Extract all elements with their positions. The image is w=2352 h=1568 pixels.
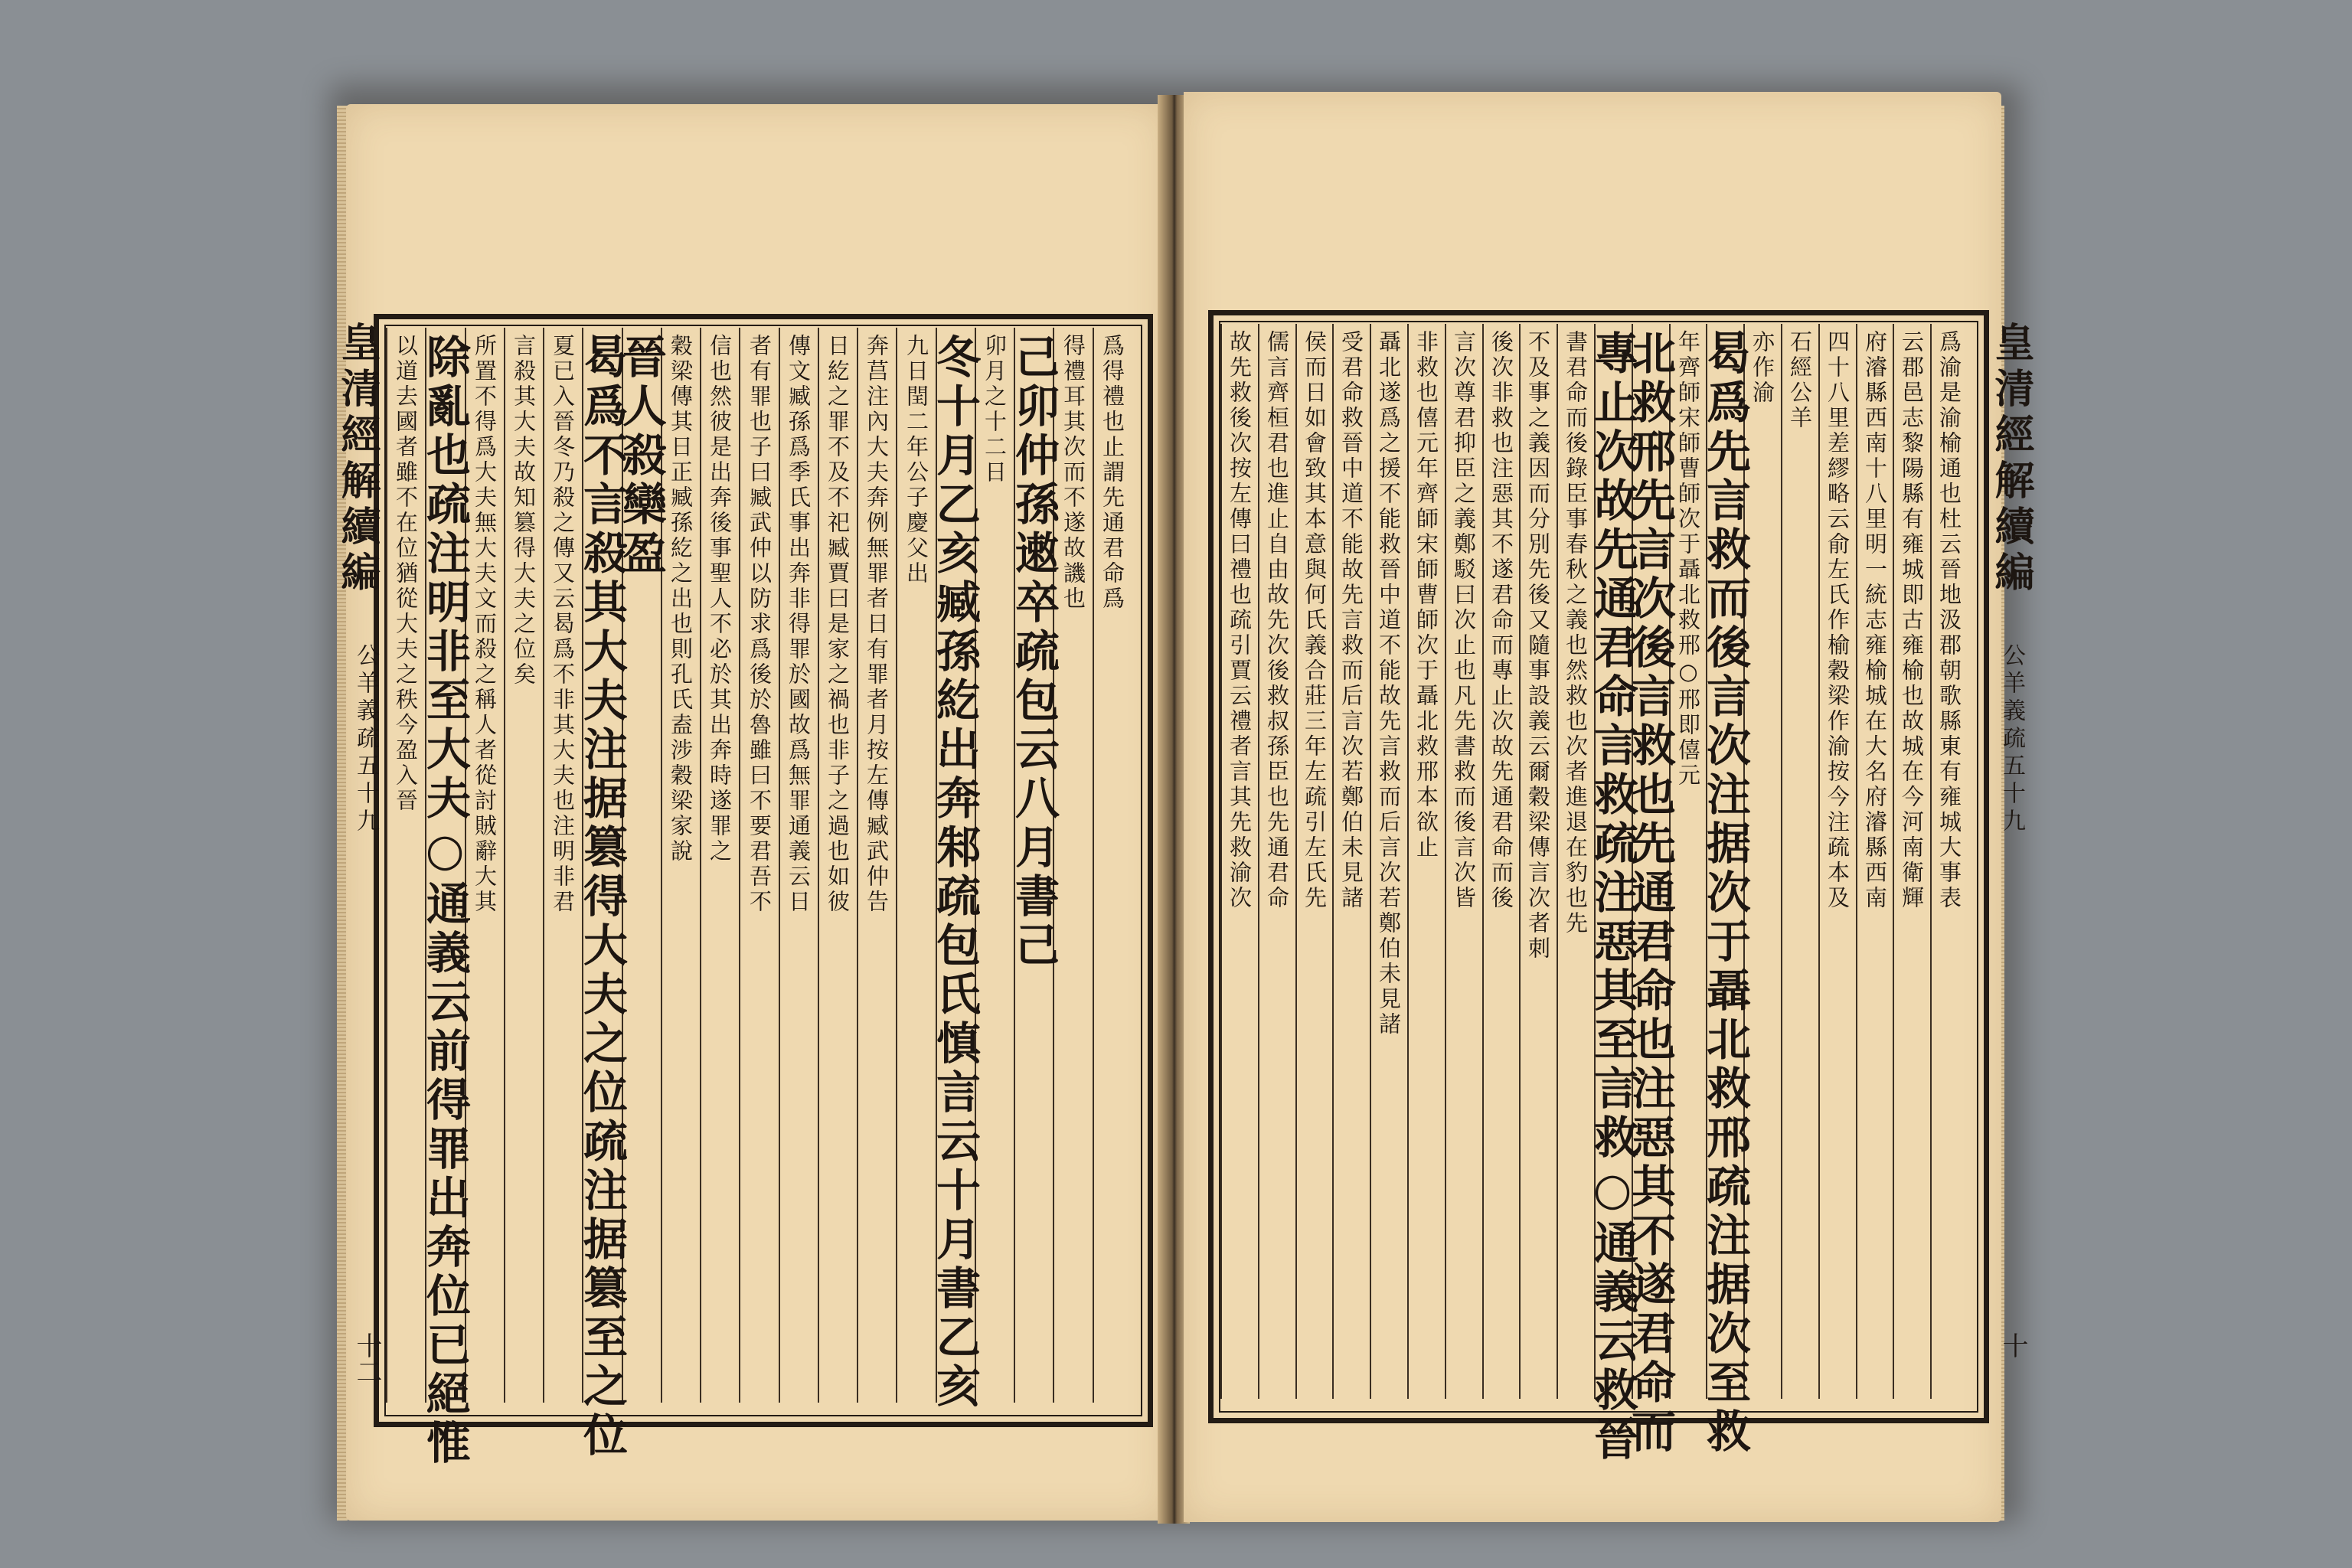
text-column: 卯月之十二日 xyxy=(982,334,1008,485)
text-column: 故先救後次按左傳曰禮也疏引賈云禮者言其先救渝次 xyxy=(1227,330,1253,911)
column-rule xyxy=(857,328,858,1403)
text-column: 北救邢先言次後言救也先通君命也注惡其不遂君命而 xyxy=(1624,330,1676,1457)
column-rule xyxy=(779,328,780,1403)
column-rule xyxy=(1781,324,1782,1399)
text-column: 曷爲先言救而後言次注据次于聶北救邢疏注据次至救 xyxy=(1699,330,1751,1457)
text-column: 奔莒注內大夫奔例無罪者日有罪者月按左傳臧武仲告 xyxy=(864,334,890,915)
text-column: 者有罪也子曰臧武仲以防求爲後於魯雖曰不要君吾不 xyxy=(746,334,773,915)
text-column: 曷爲不言殺其大夫注据篡得大夫之位疏注据篡至之位 xyxy=(576,334,628,1461)
right-spine-title: 皇清經解續編 xyxy=(1988,322,2034,597)
column-rule xyxy=(1856,324,1857,1399)
text-column: 年齊師宋師曹師次于聶北救邢○邢即僖元 xyxy=(1675,330,1701,789)
text-column: 侯而日如會致其本意與何氏義合莊三年左疏引左氏先 xyxy=(1302,330,1328,911)
text-column: 傳文臧孫爲季氏事出奔非得罪於國故爲無罪通義云日 xyxy=(786,334,812,915)
column-rule xyxy=(1295,324,1297,1399)
text-column: 夏已入晉冬乃殺之傳又云曷爲不非其大夫也注明非君 xyxy=(550,334,576,915)
text-column: 石經公羊 xyxy=(1787,330,1813,431)
column-rule xyxy=(386,328,387,1403)
column-rule xyxy=(1557,324,1558,1399)
text-column: 云郡邑志黎陽縣有雍城即古雍榆也故城在今河南衛輝 xyxy=(1899,330,1925,911)
left-spine-title: 皇清經解續編 xyxy=(334,322,381,597)
text-column: 以道去國者雖不在位猶從大夫之秩今盈入晉 xyxy=(393,334,419,814)
column-rule xyxy=(1332,324,1334,1399)
text-column: 晉人殺欒盈 xyxy=(615,334,667,579)
text-column: 專止次故先通君命言救疏注惡其至言救○通義云救晉 xyxy=(1586,330,1638,1465)
text-column: 除亂也疏注明非至大夫○通義云前得罪出奔位已絕惟 xyxy=(419,334,471,1468)
right-leaf-number: 十 xyxy=(1998,1332,2028,1358)
column-rule xyxy=(504,328,505,1403)
column-rule xyxy=(1519,324,1521,1399)
text-column: 府濬縣西南十八里明一統志雍榆城在大名府濬縣西南 xyxy=(1862,330,1888,911)
text-column: 所置不得爲大夫無大夫文而殺之稱人者從討賊辭大其 xyxy=(472,334,498,915)
text-column: 信也然彼是出奔後事聖人不必於其出奔時遂罪之 xyxy=(707,334,733,864)
text-column: 受君命救晉中道不能故先言救而后言次若鄭伯未見諸 xyxy=(1338,330,1364,911)
column-rule xyxy=(1893,324,1894,1399)
column-rule xyxy=(1482,324,1484,1399)
text-column: 聶北遂爲之援不能救晉中道不能故先言救而后言次若鄭伯未見諸 xyxy=(1376,330,1402,1037)
text-column: 九日閏二年公子慶父出 xyxy=(903,334,929,586)
text-column: 言殺其大夫故知篡得大夫之位矣 xyxy=(511,334,537,688)
text-column: 爲得禮也止謂先通君命爲 xyxy=(1099,334,1125,612)
column-rule xyxy=(1930,324,1932,1399)
text-column: 亦作渝 xyxy=(1749,330,1775,406)
column-rule xyxy=(896,328,897,1403)
column-rule xyxy=(1818,324,1820,1399)
text-column: 非救也僖元年齊師宋師曹師次于聶北救邢本欲止 xyxy=(1413,330,1439,861)
text-column: 日紇之罪不及不祀臧賈曰是家之禍也非子之過也如彼 xyxy=(825,334,851,915)
text-column: 不及事之義因而分別先後又隨事設義云爾穀梁傳言次者刺 xyxy=(1525,330,1551,962)
text-column: 得禮耳其次而不遂故譏也 xyxy=(1060,334,1086,612)
text-column: 書君命而後錄臣事春秋之義也然救也次者進退在豹也先 xyxy=(1563,330,1589,936)
text-column: 言次尊君抑臣之義鄭駁曰次止也凡先書救而後言次皆 xyxy=(1451,330,1477,911)
column-rule xyxy=(1370,324,1371,1399)
left-spine-volume: 公羊義疏五十九 xyxy=(352,643,379,836)
text-column: 儒言齊桓君也進止自由故先次後救叔孫臣也先通君命 xyxy=(1264,330,1290,911)
text-column: 後次非救也注惡其不遂君命而專止次故先通君命而後 xyxy=(1488,330,1514,911)
text-column: 穀梁傳其日正臧孫紇之出也則孔氏盍涉穀梁家說 xyxy=(668,334,694,864)
column-rule xyxy=(1220,324,1222,1399)
text-column: 己卯仲孫遫卒疏包云八月書己 xyxy=(1008,334,1060,971)
column-rule xyxy=(739,328,740,1403)
left-leaf-number: 十二 xyxy=(351,1332,382,1384)
right-spine-volume: 公羊義疏五十九 xyxy=(1998,643,2025,836)
column-rule xyxy=(1258,324,1259,1399)
column-rule xyxy=(818,328,819,1403)
column-rule xyxy=(543,328,544,1403)
column-rule xyxy=(1445,324,1446,1399)
column-rule xyxy=(700,328,701,1403)
text-column: 爲渝是渝榆通也杜云晉地汲郡朝歌縣東有雍城大事表 xyxy=(1936,330,1962,911)
column-rule xyxy=(1093,328,1094,1403)
text-column: 冬十月乙亥臧孫紇出奔邾疏包氏慎言云十月書乙亥 xyxy=(929,334,981,1412)
column-rule xyxy=(1407,324,1409,1399)
text-column: 四十八里差繆略云俞左氏作榆穀梁作渝按今注疏本及 xyxy=(1824,330,1851,911)
